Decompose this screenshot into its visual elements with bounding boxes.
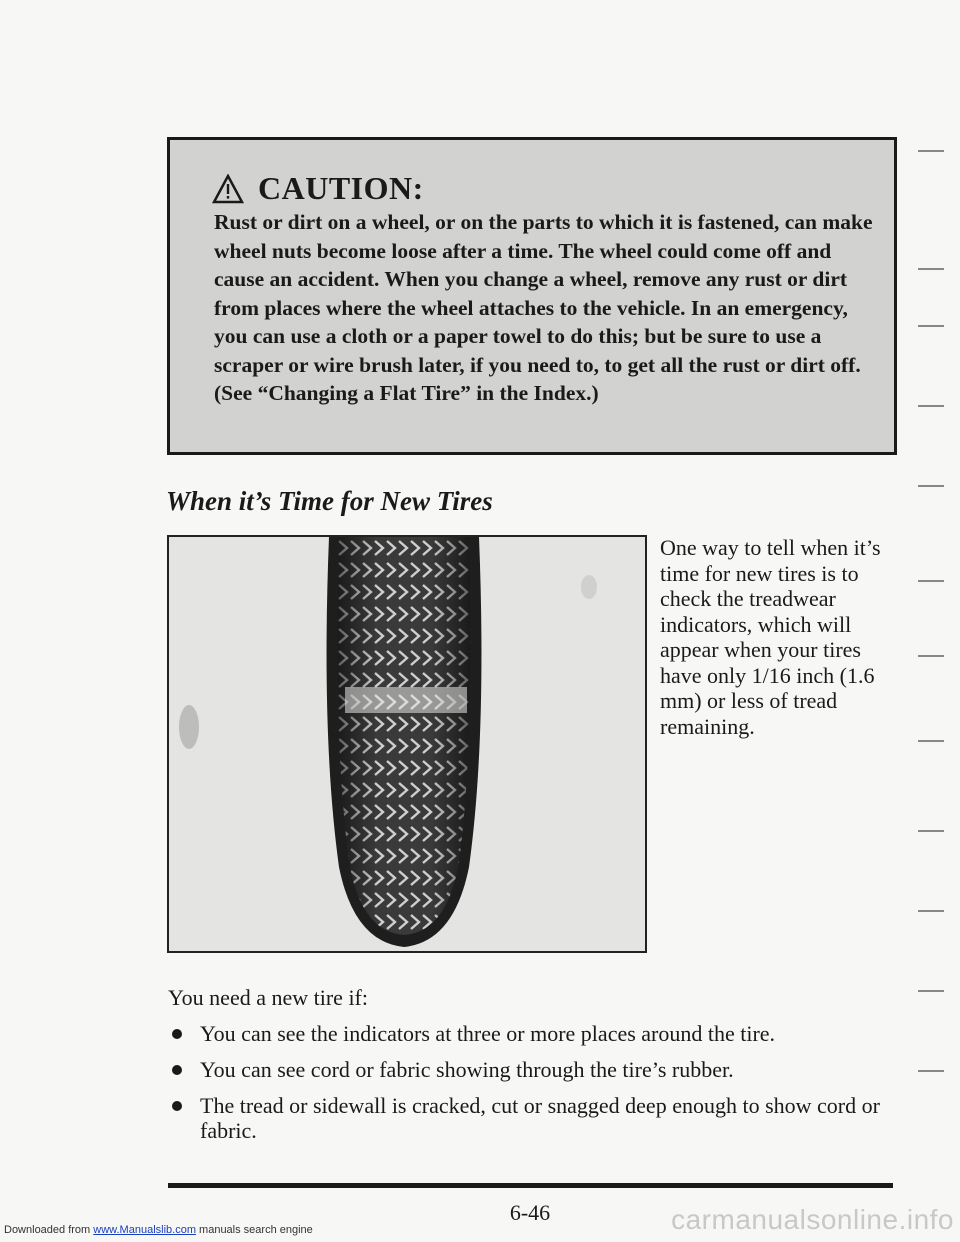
tire-illustration: [167, 535, 647, 953]
bullet-icon: [172, 1101, 182, 1111]
list-item: The tread or sidewall is cracked, cut or snagged deep enough to show cord or fabric.: [168, 1093, 898, 1143]
caution-text: Rust or dirt on a wheel, or on the parts to which it is fastened, can make wheel nuts become loose after a time. The wheel could come off and cause an accident. When you change a wheel, remove any rust or dirt from places where the wheel attaches to the vehicle. In an emergency, you can use a cloth or a paper towel to do this; but be sure to use a scraper or wire brush later, if you need to, to get all the rust or dirt off. (See “Changing a Flat Tire” in the Index.): [214, 210, 873, 405]
caution-box: [167, 137, 897, 455]
new-tire-conditions: [168, 1021, 898, 1154]
list-item: You can see the indicators at three or more places around the tire.: [168, 1021, 898, 1046]
bullet-icon: [172, 1029, 182, 1039]
list-item: You can see cord or fabric showing through the tire’s rubber.: [168, 1057, 898, 1082]
section-heading: When it’s Time for New Tires: [166, 486, 493, 516]
tire-image: [169, 537, 645, 951]
footer-rule: [168, 1183, 893, 1188]
treadwear-description: One way to tell when it’s time for new tires is to check the treadwear indicators, which will appear when your tires have only 1/16 inch (1.6 mm) or less of tread remaining.: [660, 535, 881, 739]
watermark: carmanualsonline.info: [671, 1204, 954, 1235]
caution-header: [212, 170, 424, 207]
caution-title: CAUTION:: [258, 170, 424, 206]
manualslib-link[interactable]: www.Manualslib.com: [93, 1224, 196, 1236]
download-credit: Downloaded from www.Manualslib.com manuals search engine: [4, 1224, 313, 1236]
bullet-icon: [172, 1065, 182, 1075]
page-number: 6-46: [509, 1200, 551, 1225]
warning-triangle-icon: [212, 174, 244, 204]
new-tire-intro: You need a new tire if:: [168, 985, 368, 1010]
margin-marks: [912, 150, 952, 1150]
